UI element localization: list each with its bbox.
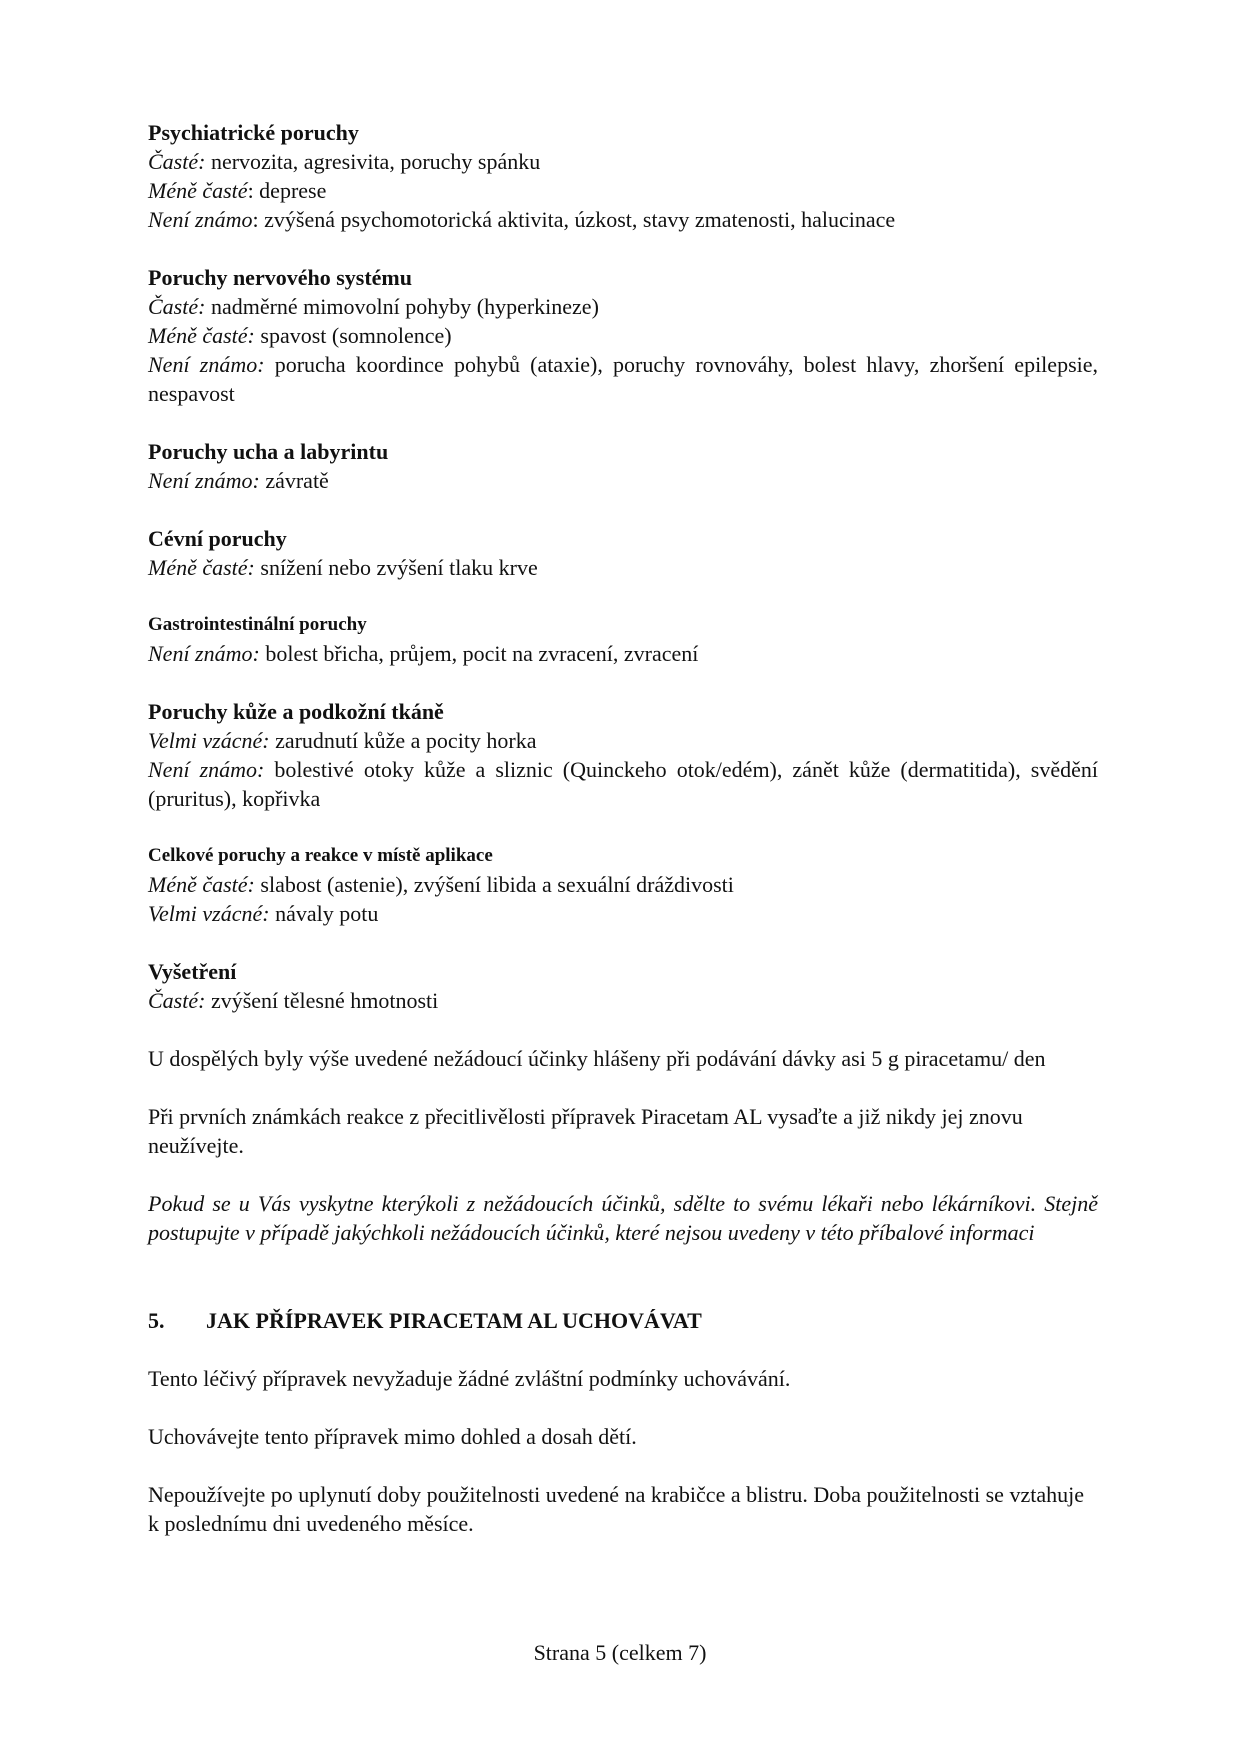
frequency-label: Časté: bbox=[148, 294, 206, 319]
frequency-label: Není známo: bbox=[148, 468, 260, 493]
effect-line bbox=[148, 147, 1098, 176]
section-vascular bbox=[148, 524, 1098, 582]
effect-text: porucha koordince pohybů (ataxie), poruchy rovnováhy, bolest hlavy, zhoršení epilepsie, nespavost bbox=[148, 352, 1099, 406]
section-ear bbox=[148, 437, 1098, 495]
effect-text: zarudnutí kůže a pocity horka bbox=[269, 728, 537, 753]
section-nervous-system bbox=[148, 263, 1098, 408]
effect-text: nadměrné mimovolní pohyby (hyperkineze) bbox=[205, 294, 599, 319]
effect-line bbox=[148, 986, 1098, 1015]
effect-line bbox=[148, 870, 1098, 899]
first-signs-paragraph: Při prvních známkách reakce z přecitlivělosti přípravek Piracetam AL vysaďte a již nikdy jej znovu neužívejte. bbox=[148, 1104, 1023, 1158]
effect-text: : deprese bbox=[247, 178, 327, 203]
section-general bbox=[148, 842, 1098, 928]
section-heading: Gastrointestinální poruchy bbox=[148, 614, 367, 635]
frequency-label: Méně časté bbox=[148, 178, 248, 203]
effect-text: snížení nebo zvýšení tlaku krve bbox=[254, 555, 538, 580]
frequency-label: Velmi vzácné: bbox=[148, 728, 270, 753]
effect-line bbox=[148, 292, 1098, 321]
storage-paragraph: Tento léčivý přípravek nevyžaduje žádné zvláštní podmínky uchovávání. bbox=[148, 1366, 791, 1391]
section-heading: Cévní poruchy bbox=[148, 526, 287, 551]
effect-line bbox=[148, 726, 1098, 755]
frequency-label: Není známo: bbox=[148, 641, 260, 666]
frequency-label: Méně časté: bbox=[148, 872, 255, 897]
section-investigations bbox=[148, 957, 1098, 1015]
effect-line bbox=[148, 755, 1098, 813]
effect-text: : zvýšená psychomotorická aktivita, úzkost, stavy zmatenosti, halucinace bbox=[252, 207, 896, 232]
effect-line bbox=[148, 466, 1098, 495]
frequency-label: Není známo bbox=[148, 207, 253, 232]
effect-text: nervozita, agresivita, poruchy spánku bbox=[205, 149, 541, 174]
chapter-heading bbox=[148, 1306, 1098, 1335]
effect-line bbox=[148, 176, 1098, 205]
effect-text: zvýšení tělesné hmotnosti bbox=[205, 988, 439, 1013]
effect-text: návaly potu bbox=[269, 901, 379, 926]
effect-text: bolestivé otoky kůže a sliznic (Quinckeho otok/edém), zánět kůže (dermatitida), svědění (pruritus), kopřivka bbox=[148, 757, 1098, 811]
effect-line bbox=[148, 639, 1098, 668]
notice-paragraph: Pokud se u Vás vyskytne kterýkoli z nežádoucích účinků, sdělte to svému lékaři nebo lékárníkovi. Stejně postupujte v případě jakýchkoli nežádoucích účinků, které nejsou uvedeny v této příbalové informaci bbox=[148, 1191, 1098, 1245]
effect-line bbox=[148, 350, 1098, 408]
frequency-label: Méně časté: bbox=[148, 323, 255, 348]
frequency-label: Není známo: bbox=[148, 352, 265, 377]
section-heading: Vyšetření bbox=[148, 959, 237, 984]
chapter-number: 5. bbox=[148, 1308, 165, 1333]
frequency-label: Časté: bbox=[148, 988, 206, 1013]
document-page bbox=[148, 118, 1098, 1567]
adults-paragraph: U dospělých byly výše uvedené nežádoucí účinky hlášeny při podávání dávky asi 5 g piracetamu/ den bbox=[148, 1046, 1046, 1071]
storage-paragraph: Uchovávejte tento přípravek mimo dohled a dosah dětí. bbox=[148, 1424, 637, 1449]
frequency-label: Časté: bbox=[148, 149, 206, 174]
storage-paragraph: Nepoužívejte po uplynutí doby použitelnosti uvedené na krabičce a blistru. Doba použitelnosti se vztahuje k poslednímu dni uvedeného měsíce. bbox=[148, 1482, 1084, 1536]
effect-text: slabost (astenie), zvýšení libida a sexuální dráždivosti bbox=[254, 872, 734, 897]
frequency-label: Velmi vzácné: bbox=[148, 901, 270, 926]
effect-line bbox=[148, 553, 1098, 582]
section-heading: Psychiatrické poruchy bbox=[148, 120, 359, 145]
section-skin bbox=[148, 697, 1098, 813]
effect-text: závratě bbox=[259, 468, 329, 493]
section-heading: Poruchy nervového systému bbox=[148, 265, 412, 290]
frequency-label: Není známo: bbox=[148, 757, 265, 782]
section-gastrointestinal bbox=[148, 611, 1098, 668]
effect-text: bolest břicha, průjem, pocit na zvracení, zvracení bbox=[259, 641, 699, 666]
effect-line bbox=[148, 321, 1098, 350]
section-psychiatric bbox=[148, 118, 1098, 234]
section-heading: Poruchy kůže a podkožní tkáně bbox=[148, 699, 444, 724]
section-heading: Celkové poruchy a reakce v místě aplikace bbox=[148, 845, 493, 866]
page-number-footer: Strana 5 (celkem 7) bbox=[533, 1640, 707, 1665]
section-heading: Poruchy ucha a labyrintu bbox=[148, 439, 389, 464]
chapter-title: JAK PŘÍPRAVEK PIRACETAM AL UCHOVÁVAT bbox=[206, 1308, 702, 1333]
effect-line bbox=[148, 899, 1098, 928]
effect-text: spavost (somnolence) bbox=[254, 323, 452, 348]
effect-line bbox=[148, 205, 1098, 234]
frequency-label: Méně časté: bbox=[148, 555, 255, 580]
